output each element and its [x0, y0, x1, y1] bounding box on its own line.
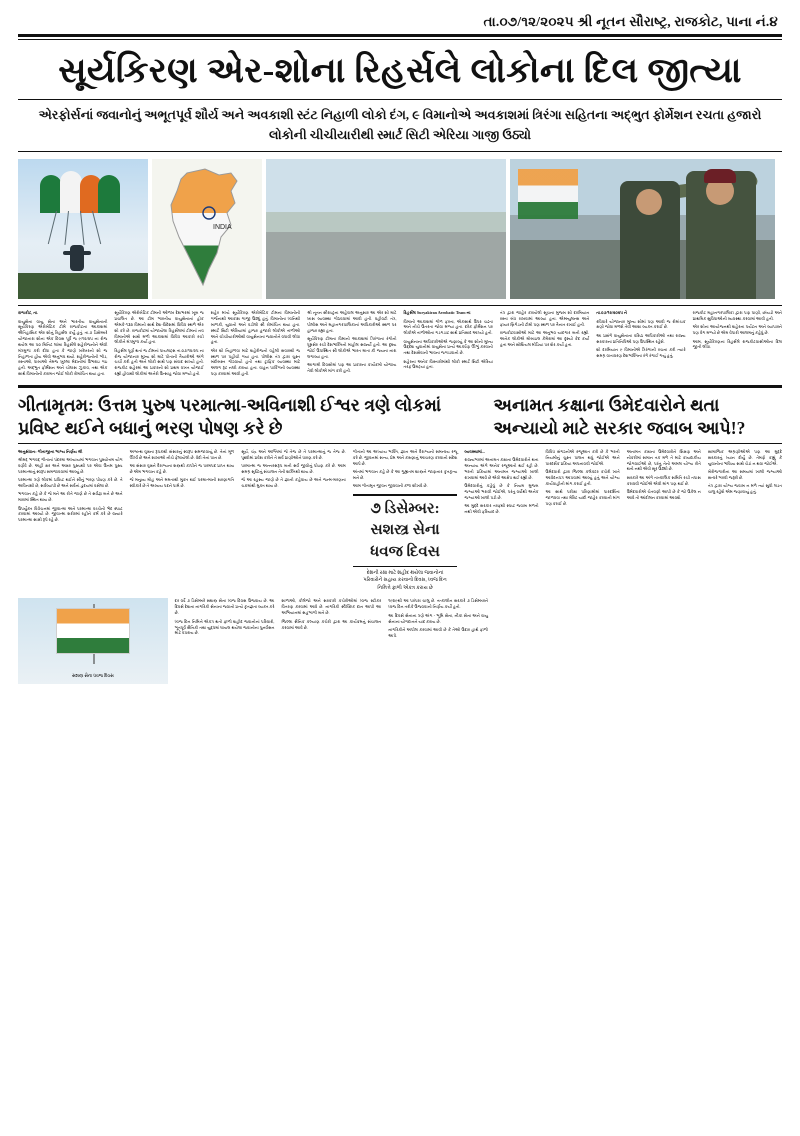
- text-column: [500, 310, 589, 379]
- masthead-date-line: તા.૦૭/૧૨/૨૦૨૫ શ્રી નૂતન સૌરાષ્ટ્ર, રાજકોટ, પાના નં.૪: [483, 14, 778, 29]
- lead-subhead: એરફોર્સનાં જવાનોનું અભૂતપૂર્વ શૌર્ય અને અવકાશી સ્ટંટ નિહાળી લોકો દંગ, ૯ વિમાનોએ અવકાશમાં ત્રિરંગા સહિતના અદ્ભુત ફોર્મેશન રચતા હજારો લોકોની ચીચીયારીથી સ્માર્ટ સિટી એરિયા ગાજી ઉઠ્યો: [38, 108, 762, 142]
- dhwaj-divas-band: [353, 494, 458, 567]
- paragraph: નાગરિકોને અપીલ કરવામાં આવી છે કે તેઓ ઉદાર હાથે ફાળો આપે.: [388, 627, 489, 638]
- section-three-title: ૭ ડિસેમ્બર: સશસ્ત્ર સેના ધવજ દિવસ: [370, 500, 440, 560]
- paragraph: ધ્વજ દિન નિમિત્તે એકત્ર થતો ફાળો શહીદ જવાનોનાં પરિવારો, ભૂતપૂર્વ સૈનિકો તથા યુદ્ધમાં ઘાયલ થયેલા જવાનોના પુનર્વસન માટે વપરાય છે.: [174, 618, 275, 636]
- photo-caption: સશસ્ત્ર સેના ધવજ દિવસ: [71, 673, 114, 679]
- paragraph: સામાજિક અગ્રણીઓએ પણ આ મુદ્દે સરકારનું ધ્યાન દોર્યું છે. તેમણે કહ્યું કે યુવાનોના ભવિષ્ય સાથે ચેડાં ન થવા જોઈએ.: [707, 449, 782, 466]
- india-map-icon: [161, 165, 253, 293]
- paragraph: રિહર્સલ પૂર્ણ થતાં જ ટીમનાં પાયલટ્સ તા.૦૭/૧૨/૨૫ ના રોજ યોજાનાર મુખ્ય શો માટે પોતાની તૈયારીઓ અંગે ચર્ચા કરી હતી અને લોકો સાથે પણ સંવાદ સાધ્યો હતો. રાજકોટ શહેરમાં આ પ્રકારનો શો પ્રથમ વખત યોજાઈ રહ્યો હોવાથી લોકોમાં અનેરો ઉત્સાહ જોવા મળ્યો હતો.: [114, 347, 204, 376]
- section-three-body: [18, 598, 488, 684]
- text-column: [596, 310, 685, 379]
- text-column: [175, 598, 275, 684]
- paragraph: સૂર્યકિરણ એરોબેટિક ટીમની ઓળખ દેશભરમાં ખૂબ જ પ્રચલિત છે. આ ટીમ ભારતીય વાયુસેનાનાં હોક એમકે-૧૩૨ વિમાનો સાથે દેશ-વિદેશમાં વિવિધ સ્થળે એર શો કરે છે. રાજકોટમાં યોજાયેલા રિહર્સલમાં ટીમનાં નવ વિમાનોએ સાથે મળી આકાશમાં વિવિધ આકારો રચી લોકોને મંત્રમુગ્ધ કર્યા હતા.: [114, 310, 204, 345]
- skydiver-figure: [70, 245, 84, 271]
- photo-strip-rule: [18, 305, 782, 306]
- paragraph: એર શો નિહાળવા માટે શહેરીજનો વહેલી સવારથી જ સ્થળ પર પહોંચી ગયા હતા. પોલીસ તંત્ર દ્વારા ચુસ્ત બંદોબસ્ત ગોઠવાયો હતો તથા ટ્રાફિક વ્યવસ્થા માટે અલગ રૂટ નક્કી કરાયા હતા. વાહન પાર્કિંગની વ્યવસ્થા પણ કરવામાં આવી હતી.: [210, 347, 301, 376]
- paragraph: ઉમેદવારોનું કહેવું છે કે નિયમ મુજબ જગ્યાઓ ભરાવી જોઈએ, પરંતુ વર્ષોથી અનેક જગ્યાઓ ખાલી પડી છે.: [464, 483, 539, 500]
- paragraph: સરકારે આ અંગે તાત્કાલિક સમિતિ રચી તપાસ કરાવવી જોઈએ એવી માંગ પણ થઈ છે.: [626, 474, 701, 486]
- paragraph: સૂર્યકિરણ ટીમના વિમાનો આકાશમાં ત્રિરંગાના રંગોનો ધૂમ્રસેર રચી દેશભક્તિનો માહોલ સર્જ્યો હતો. આ દૃશ્ય જોઈ ઉપસ્થિત સૌ લોકોએ ભારત માતા કી જયના નારા લગાવ્યા હતા.: [307, 336, 397, 359]
- tricolor-flag-icon: [56, 608, 130, 654]
- paragraph: ભગવાન કહે છે કે જે મને આ રીતે જાણે છે તે સર્વજ્ઞ બને છે અને મારામાં સ્થિત થાય છે.: [18, 491, 123, 503]
- gitamrutam-headline: ગીતામૃતમ: ઉત્તમ પુરુષ પરમાત્મા-અવિનાશી ઈશ્વર ત્રણે લોકમાં પ્રવિષ્ટ થઈને બધાનું ભરણ પોષણ કરે છે: [18, 395, 442, 438]
- paragraph: આમ ગીતામૃત જીવન જીવવાની કળા શીખવે છે.: [352, 483, 428, 489]
- masthead-rule-thin: [18, 39, 782, 40]
- paragraph: તંત્ર દ્વારા જાહેર કરાયેલી સૂચના મુજબ શો દરમિયાન રસ્તા બંધ રાખવામાં આવ્યા હતા. એમ્બ્યુલન્સ અને ફાયર બ્રિગેડની ટીમો પણ સ્થળ પર તૈનાત રખાઈ હતી.: [499, 310, 590, 327]
- paragraph: સૂર્ય, ચંદ્ર અને અગ્નિમાં જે તેજ છે તે પરમાત્માનું જ તેજ છે. પૃથ્વીમાં પ્રવેશ કરીને તે સર્વ પ્રાણીઓને ધારણ કરે છે.: [241, 449, 346, 460]
- paragraph: શહેર મધ્યે સૂર્યકિરણ એરોબેટિક ટીમના વિમાનોની ગર્જનાથી આકાશ ગાજી ઉઠ્યું હતું. વિમાનોના ધ્વનિથી બાળકો, યુવાનો અને વડીલો સૌ રોમાંચિત થયા હતા. સ્માર્ટ સિટી એરિયામાં હાજર હજારો લોકોએ તાળીઓ અને ચીચીયારીઓથી વાયુસેનાના જવાનોને વધાવી લીધા હતા.: [210, 310, 301, 345]
- paragraph: આ સંસાર વૃક્ષને વૈરાગ્યના શસ્ત્રથી કાપીને જ પરમપદ પ્રાપ્ત થાય છે એમ ભગવાન કહે છે.: [129, 463, 235, 474]
- headline-rule: [18, 99, 782, 100]
- india-map-photo: [152, 159, 262, 299]
- soldiers-launcher-photo: [510, 159, 775, 299]
- parachute-jump-photo: [18, 159, 148, 299]
- paragraph: ઉમેદવારોએ ચેતવણી આપી છે કે જો ઉકેલ ન આવે તો આંદોલન કરવામાં આવશે.: [626, 488, 701, 500]
- text-column: [388, 598, 488, 684]
- paragraph: જિલ્લા સૈનિક કલ્યાણ કચેરી દ્વારા આ કાર્યક્રમનું સંચાલન કરવામાં આવે છે.: [281, 618, 382, 630]
- paragraph: રાજકોટ મહાનગરપાલિકા દ્વારા પણ પાણી, છાંયડો અને પ્રાથમિક સુવિધાઓની વ્યવસ્થા કરવામાં આવી હતી.: [692, 310, 782, 322]
- paragraph: અનામત કક્ષાના ઉમેદવારોને શિક્ષણ અને નોકરીમાં સમાન તક મળે તે માટે કાયદાકીય જોગવાઈઓ છે, પરંતુ તેનો અમલ યોગ્ય રીતે થતો નથી એવો સૂર ઉઠ્યો છે.: [626, 449, 701, 472]
- text-column: [114, 310, 203, 379]
- paragraph: વિવિધ સંગઠનોએ રજૂઆત કરી છે કે ભરતી નિયમોનું ચુસ્ત પાલન થવું જોઈએ અને પારદર્શક પ્રક્રિયા અપનાવવી જોઈએ.: [545, 449, 620, 466]
- text-column: [708, 449, 782, 594]
- paragraph: તંત્ર દ્વારા યોગ્ય જવાબ ન મળે ત્યાં સુધી લડત ચાલુ રહેશે એમ જણાવાયું હતું.: [707, 483, 782, 494]
- text-column: [627, 449, 701, 594]
- paragraph: વાયુસેનાના અધિકારીઓએ જણાવ્યું કે આ શોનો મુખ્ય ઉદ્દેશ યુવાનોમાં વાયુસેના પ્રત્યે આકર્ષણ ઊભું કરવાનો તથા દેશસેવાની ભાવના જગાડવાનો છે.: [403, 338, 493, 356]
- tricolor-backdrop: [518, 169, 578, 219]
- paragraph: રાજકોટવાસીઓ માટે આ અનુભવ યાદગાર બની રહ્યો. અનેક લોકોએ મોબાઇલ કેમેરામાં આ દૃશ્યો કેદ કર્યા હતા અને સોશિયલ મીડિયા પર શેર કર્યા હતા.: [499, 330, 590, 347]
- lead-story-body: [18, 310, 782, 379]
- paragraph: રાજ્યભરમાં અનામત કક્ષાના ઉમેદવારોને થતા અન્યાય અંગે અનેક રજૂઆતો થઈ રહી છે. ભરતી પ્રક્રિયામાં અનામત જગ્યાઓ ખાલી રાખવામાં આવે છે એવો આક્ષેપ થઈ રહ્યો છે.: [464, 457, 539, 480]
- column-lead: તા.૦૭/૧૨/૨૦૨૫ ને: [596, 310, 628, 316]
- text-column: [546, 449, 620, 594]
- text-column: [464, 449, 538, 594]
- parachute-lines: [56, 211, 96, 245]
- text-column: [404, 310, 493, 379]
- section-two-headlines: [18, 388, 782, 443]
- paragraph: આગામી દિવસોમાં પણ આ પ્રકારના કાર્યક્રમો યોજાય તેવી લોકોએ માંગ કરી હતી.: [307, 361, 397, 373]
- text-column: [130, 449, 235, 594]
- paragraph: અશ્વત્થ વૃક્ષના રૂપકથી સંસારનું સ્વરૂપ સમજાવાયું છે. તેનાં મૂળ ઊર્ધ્વ છે અને શાખાઓ નીચે ફેલાયેલી છે. વેદો તેનાં પાન છે.: [129, 449, 235, 460]
- paragraph: ગીતાનો આ અધ્યાય ભક્તિ, જ્ઞાન અને વૈરાગ્યનો સમન્વય રજૂ કરે છે. જીવનમાં સત્ય, પ્રેમ અને કરુણાનું આચરણ કરવાનો સંદેશ આપે છે.: [352, 449, 458, 466]
- text-column: [18, 310, 107, 379]
- page-title: સૂર્યકિરણ એર-શોના રિહર્સલે લોકોના દિલ જીત્યા: [58, 51, 742, 90]
- paragraph: શહેરના અનેક વિસ્તારોમાંથી લોકો સ્માર્ટ સિટી એરિયા તરફ ઉમટ્યા હતા.: [403, 358, 493, 370]
- beret-icon: [704, 169, 736, 183]
- text-column: [241, 449, 346, 594]
- anamat-headline: અનામત કક્ષાના ઉમેદવારોને થતા અન્યાયો માટે સરકાર જવાબ આપે!?: [493, 395, 746, 438]
- text-column: [693, 310, 782, 379]
- paragraph: પરમાત્મા ત્રણે લોકમાં પ્રવિષ્ટ થઈને સૌનું ભરણ પોષણ કરે છે. તે અવિનાશી છે, સર્વવ્યાપી છે અને સર્વનાં હૃદયમાં વસેલા છે.: [18, 477, 123, 489]
- paragraph: દર વર્ષે ૭ ડિસેમ્બરે સશસ્ત્ર સેના ધ્વજ દિવસ ઉજવાય છે. આ દિવસે દેશના નાગરિકો સેનાના જવાનો પ્રત્યે કૃતજ્ઞતા વ્યક્ત કરે છે.: [174, 598, 275, 616]
- paragraph: રવિવારે યોજાનાર મુખ્ય શોમાં પણ આવી જ રોમાંચક ક્ષણો જોવા મળશે તેવી આશા વ્યક્ત કરાઈ છે.: [596, 318, 686, 330]
- section-three-deck: દેશની રક્ષા માટે શહીદ થયેલા જવાનોનાં પરિવારોને સહાય કરવાનો દિવસ, ધ્વજ દિન નિમિત્તે ફાળો એકત્ર કરાય છે: [363, 570, 447, 591]
- text-column: [211, 310, 300, 379]
- paragraph: વિમાનો આકાશમાં ગોળ ફરતા, એકસાથે ઉપર ચઢતા અને નીચે ઉતરતા જોવા મળ્યા હતા. દરેક ફોર્મેશન પર લોકોએ તાળીઓના ગડગડાટ સાથે પ્રતિસાદ આપ્યો હતો.: [403, 318, 493, 336]
- paragraph: આમ, સૂર્યકિરણના રિહર્સલે રાજકોટવાસીઓના દિલ જીતી લીધા.: [692, 338, 782, 350]
- paragraph: આ સાથે પરીક્ષા પરિણામોમાં પારદર્શિતા જાળવવા તથા મેરિટ યાદી જાહેર કરવાની માંગ પણ કરાઈ છે.: [545, 488, 620, 506]
- text-column: [18, 449, 123, 594]
- paragraph: જે મનુષ્ય મોહ અને મમતાથી મુક્ત થઈ પરમાત્માની શરણાગતિ સ્વીકારે છે તે અવ્યય પદને પામે છે.: [129, 477, 235, 489]
- paragraph: ઉમેદવારો દ્વારા જિલ્લા કલેક્ટર કચેરી ખાતે આવેદનપત્ર આપવામાં આવ્યું હતું અને યોગ્ય કાર્યવાહીની માંગ કરાઈ હતી.: [545, 468, 620, 486]
- column-lead: રાજકોટ, તા.: [18, 310, 39, 316]
- paragraph: શો દરમિયાન ૯ વિમાનોએ ત્રિરંગાની રચના કરી ત્યારે સમગ્ર વાતાવરણ દેશભક્તિના રંગે રંગાઈ ગયું હતું.: [596, 346, 686, 358]
- text-column: [307, 310, 396, 379]
- paragraph: આ દિવસે સેનાના ત્રણે અંગ - ભૂમિ સેના, નૌકા સેના અને વાયુ સેનાના યોગદાનને યાદ કરાય છે.: [388, 612, 489, 624]
- byline: વ્યવસ્થામાં...: [464, 449, 485, 455]
- paragraph: ઉપર્યુક્ત વિવેચનમાં જીવાત્મા અને પરમાત્મા વચ્ચેનો ભેદ સ્પષ્ટ કરવામાં આવ્યો છે. જીવાત્મા શરીરમાં રહીને કર્મ કરે છે જ્યારે પરમાત્મા સાક્ષી રૂપે રહે છે.: [18, 505, 123, 523]
- lead-photo-strip: [18, 159, 782, 299]
- subhead-rule: [18, 151, 782, 152]
- paragraph: જે આ રહસ્ય જાણે છે તે જ્ઞાની કહેવાય છે અને જન્મ-મરણના ચક્રમાંથી મુક્ત થાય છે.: [241, 477, 346, 489]
- section-two-rule-thin: [18, 443, 782, 444]
- paragraph: શ્રીમદ્ ભગવદ્ ગીતાનાં પંદરમા અધ્યાયમાં ભગવાન પુરુષોત્તમ યોગ વર્ણવે છે. અહીં ક્ષર અને અક્ષર પુરુષથી પર એવા ઉત્તમ પુરુષ પરમાત્માનું સ્વરૂપ સમજાવવામાં આવ્યું છે.: [18, 457, 123, 474]
- flag-day-photo: [18, 598, 168, 684]
- text-column: [281, 598, 381, 684]
- paragraph: વાયુસેના વાયુ સેના અને ભારતીય વાયુસેનાની સૂર્યકિરણ એરોબેટિક ટીમે રાજકોટના આકાશમાં ઐતિહાસિક એર શોનું રિહર્સલ કર્યું હતું. તા.૭ ડિસેમ્બરે યોજાનારા શોના એક દિવસ પૂર્વે જ ૯/૧૨/૨૫ ના રોજ થયેલ આ ૫૦ મિનિટ લાંબા રિહર્સલે શહેરીજનોને એવી મંત્રમુગ્ધ કરી દીધા હતા કે જાણે ખરેખરનો શો જ નિહાળતા હોય એવો અનુભવ થયો. શહેરીજનોની ભીડ, રસ્તાઓ, ધાબાઓ તેમજ ખુલ્લા મેદાનોમાં ઉભરાઇ ગઇ હતી. અદ્ભુત ફોર્મેશન અને ચોક્કસ ઝુકાવ, તથા એક સાથે વિમાનોની કરામત જોઈ લોકો રોમાંચિત થયા હતા.: [18, 318, 108, 376]
- column-lead: રિહર્સલ Suryakiran Aerobatic Team ના: [403, 310, 471, 316]
- paragraph: આ મુદ્દે સરકાર તરફથી સ્પષ્ટ જવાબ મળતો નથી એવી ફરિયાદ છે.: [464, 503, 539, 514]
- crowd-promenade-photo: [266, 159, 506, 299]
- paragraph: ૧૯૪૯થી આ પરંપરા ચાલુ છે. તત્કાલીન સરકારે ૭ ડિસેમ્બરને ધ્વજ દિન તરીકે ઉજવવાનો નિર્ણય કર્યો હતો.: [388, 598, 489, 610]
- paragraph: અંતમાં ભગવાન કહે છે કે આ ગુહ્યતમ શાસ્ત્રને જાણનાર કૃતકૃત્ય બને છે.: [352, 468, 458, 480]
- text-column: [353, 449, 458, 594]
- paragraph: આ પ્રસંગે વાયુસેનાના વરિષ્ઠ અધિકારીઓ તથા રાજ્ય સરકારના પ્રતિનિધિઓ પણ ઉપસ્થિત રહેશે.: [596, 332, 686, 344]
- parachute-canopy-icon: [40, 173, 120, 213]
- paragraph: શ્રી નૂતન સૌરાષ્ટ્રના અહેવાલ અનુસાર આ એર શો માટે ખાસ વ્યવસ્થા ગોઠવવામાં આવી હતી. વહીવટી તંત્ર, પોલીસ અને મહાનગરપાલિકાનાં અધિકારીઓ સ્થળ પર હાજર રહ્યા હતા.: [307, 310, 397, 333]
- paragraph: શાળાઓ, કોલેજો અને સરકારી કચેરીઓમાં ધ્વજ સ્ટીકર વિતરણ કરવામાં આવે છે. નાગરિકો સ્વૈચ્છિક દાન આપી આ અભિયાનમાં સહભાગી બને છે.: [281, 598, 382, 616]
- treeline: [18, 273, 148, 299]
- paragraph: એર શોના આયોજનથી શહેરના પર્યટન અને વ્યાપારને પણ વેગ મળ્યો છે એમ વેપારી આલમનું કહેવું છે.: [692, 324, 782, 336]
- masthead-rule-thick: [18, 34, 782, 37]
- map-label: INDIA: [213, 224, 232, 232]
- section-two-body: [18, 449, 782, 594]
- paragraph: બેરોજગારીના આ સમયમાં ખાલી જગ્યાઓ સત્વરે ભરવી જરૂરી છે.: [707, 468, 782, 480]
- byline: અનુસંધાન: ગીતાજીના ભાગ્ય નિર્ણય શ્રી: [18, 449, 83, 455]
- paragraph: પરમાત્મા જ અન્નરસરૂપ બની સર્વ જીવોનું પોષણ કરે છે. આમ સમગ્ર સૃષ્ટિનું સંચાલન તેની શક્તિથી થાય છે.: [241, 463, 346, 474]
